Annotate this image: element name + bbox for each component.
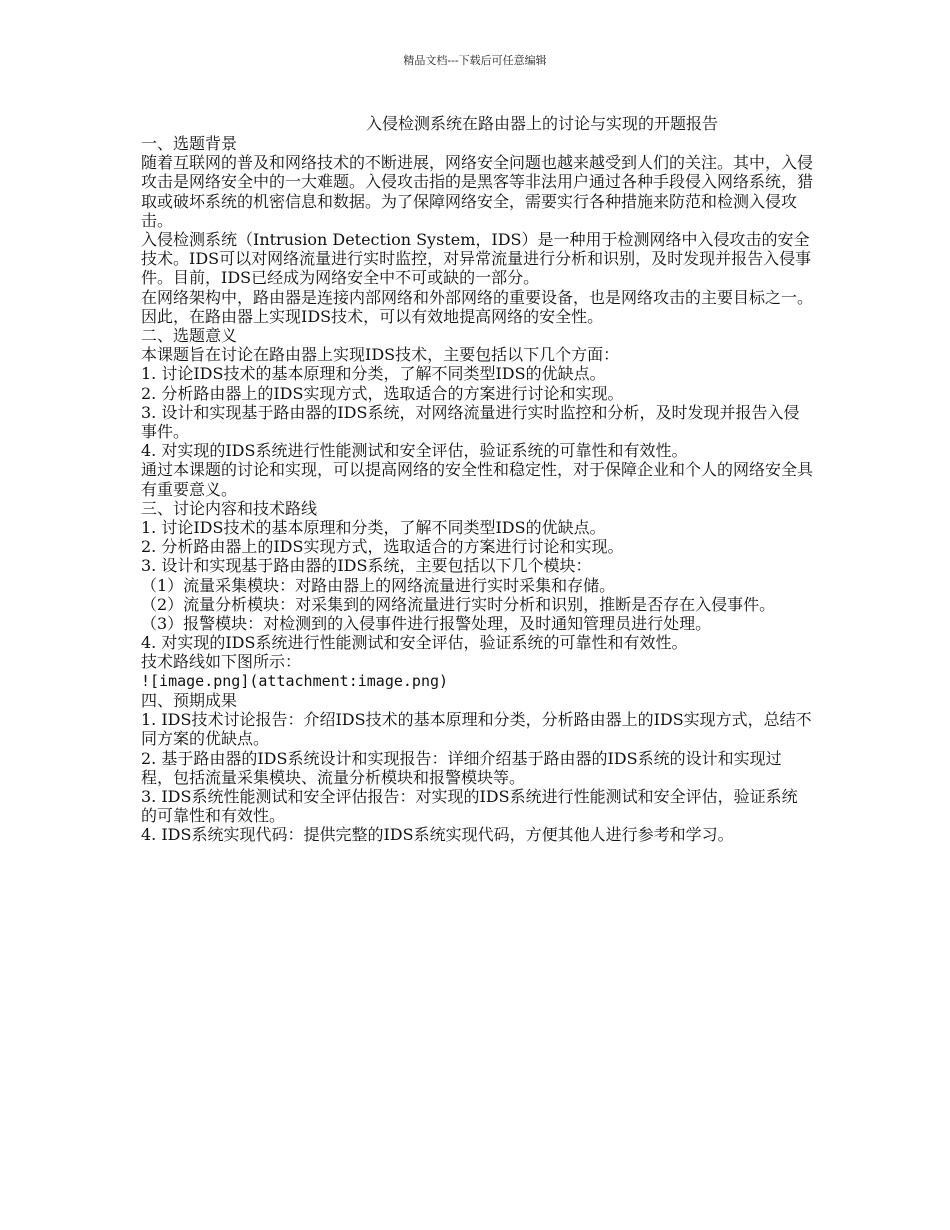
paragraph: 入侵检测系统（Intrusion Detection System，IDS）是一种用于检测网络中入侵攻击的安全技术。IDS可以对网络流量进行实时监控，对异常流量进行分析和识别，及时发现并报告入侵事件。目前，IDS已经成为网络安全中不可或缺的一部分。 [141,230,812,288]
list-item: 4. 对实现的IDS系统进行性能测试和安全评估，验证系统的可靠性和有效性。 [141,441,688,461]
paragraph: 技术路线如下图所示： [141,652,302,672]
document-body [141,134,813,845]
image-placeholder-text: ![image.png](attachment:image.png) [141,671,449,690]
list-item: 1. 讨论IDS技术的基本原理和分类，了解不同类型IDS的优缺点。 [141,364,606,384]
page-header: 精品文档---下载后可任意编辑 [403,54,547,67]
list-item: 3. 设计和实现基于路由器的IDS系统，对网络流量进行实时监控和分析，及时发现并报告入侵事件。 [141,402,800,442]
document-title: 入侵检测系统在路由器上的讨论与实现的开题报告 [366,114,719,133]
section-heading-significance: 二、选题意义 [141,326,238,346]
list-item: 2. 基于路由器的IDS系统设计和实现报告：详细介绍基于路由器的IDS系统的设计和实现过程，包括流量采集模块、流量分析模块和报警模块等。 [141,748,782,787]
list-item: 1. 讨论IDS技术的基本原理和分类，了解不同类型IDS的优缺点。 [141,518,606,538]
list-item: 2. 分析路由器上的IDS实现方式，选取适合的方案进行讨论和实现。 [141,537,624,557]
list-item: （2）流量分析模块：对采集到的网络流量进行实时分析和识别，推断是否存在入侵事件。 [141,594,776,614]
list-item: 4. IDS系统实现代码：提供完整的IDS系统实现代码，方便其他人进行参考和学习。 [141,825,734,845]
section-heading-content: 三、讨论内容和技术路线 [141,498,318,518]
section-heading-results: 四、预期成果 [141,690,238,710]
paragraph: 随着互联网的普及和网络技术的不断进展，网络安全问题也越来越受到人们的关注。其中，入侵攻击是网络安全中的一大难题。入侵攻击指的是黑客等非法用户通过各种手段侵入网络系统，猎取或破坏系统的机密信息和数据。为了保障网络安全，需要实行各种措施来防范和检测入侵攻击。 [141,153,814,230]
list-item: 3. IDS系统性能测试和安全评估报告：对实现的IDS系统进行性能测试和安全评估，验证系统的可靠性和有效性。 [141,786,798,826]
paragraph: 通过本课题的讨论和实现，可以提高网络的安全性和稳定性，对于保障企业和个人的网络安全具有重要意义。 [141,460,814,499]
paragraph: 本课题旨在讨论在路由器上实现IDS技术，主要包括以下几个方面： [141,345,620,365]
list-item: 2. 分析路由器上的IDS实现方式，选取适合的方案进行讨论和实现。 [141,383,624,403]
list-item: 3. 设计和实现基于路由器的IDS系统，主要包括以下几个模块： [141,556,592,576]
list-item: （3）报警模块：对检测到的入侵事件进行报警处理，及时通知管理员进行处理。 [141,614,712,634]
list-item: （1）流量采集模块：对路由器上的网络流量进行实时采集和存储。 [141,575,616,595]
list-item: 1. IDS技术讨论报告：介绍IDS技术的基本原理和分类，分析路由器上的IDS实现方式，总结不同方案的优缺点。 [141,710,812,749]
section-heading-background: 一、选题背景 [141,134,238,153]
list-item: 4. 对实现的IDS系统进行性能测试和安全评估，验证系统的可靠性和有效性。 [141,633,688,653]
paragraph: 在网络架构中，路由器是连接内部网络和外部网络的重要设备，也是网络攻击的主要目标之一。因此，在路由器上实现IDS技术，可以有效地提高网络的安全性。 [141,287,814,326]
